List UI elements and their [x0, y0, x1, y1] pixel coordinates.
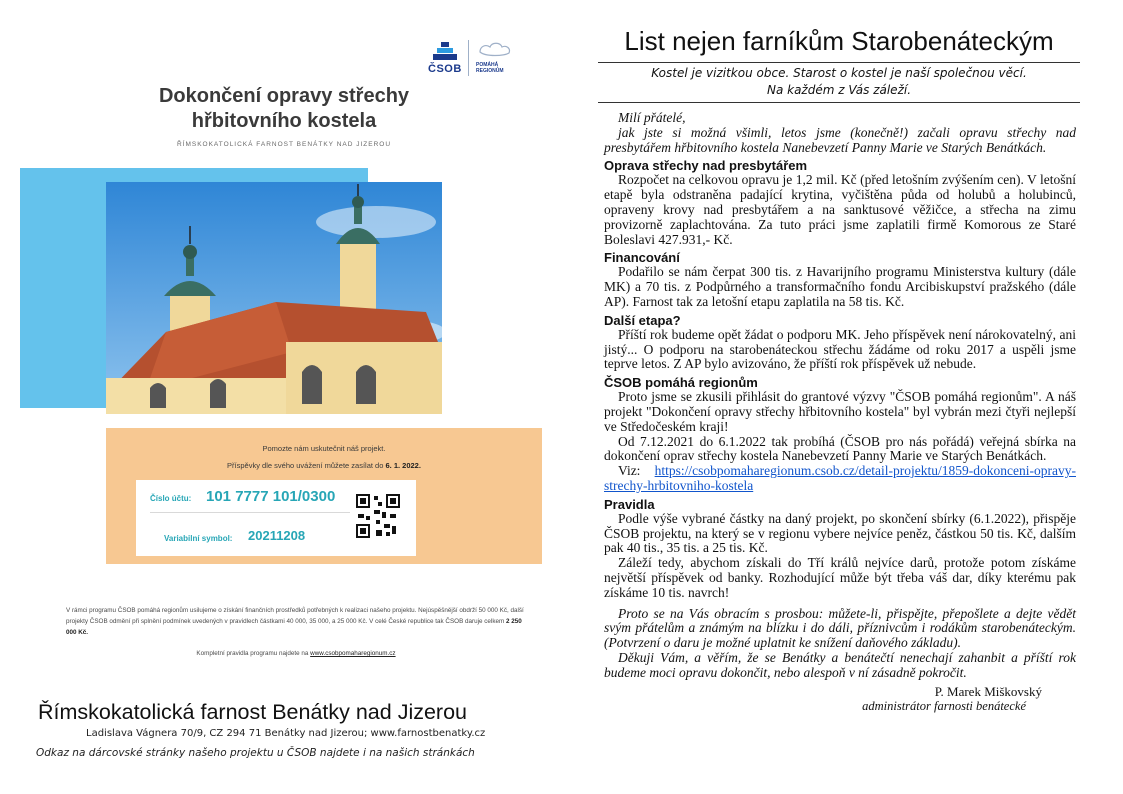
section-heading-next-stage: Další etapa?: [604, 312, 681, 328]
csob-wordmark: ČSOB: [428, 63, 462, 75]
region-map-icon: [478, 40, 512, 58]
account-divider: [150, 512, 350, 513]
section-paragraph: Podařilo se nám čerpat 300 tis. z Havarijního programu Ministerstva kultury (dále MK) a 70 tis. z Podpůrného a transformačního fondu Arcibiskupství pražského (dále AP). Farnost tak za letošní etapu zaplatila na 58 tis. Kč.: [604, 264, 1076, 309]
motto: Kostel je vizitkou obce. Starost o kostel je naší společnou věcí. Na každém z Vás záleží.: [651, 66, 1027, 97]
donation-appeal: Pomozte nám uskutečnit náš projekt. Příspěvky dle svého uvážení můžete zasílat do 6. 1. 2022.: [227, 444, 421, 470]
parish-note: Odkaz na dárcovské stránky našeho projektu u ČSOB najdete i na našich stránkách: [36, 747, 475, 759]
intro: [604, 111, 1076, 155]
project-link[interactable]: https://csobpomaharegionum.csob.cz/detail-projektu/1859-dokonceni-opravy-strechy-hrbitovniho-kostela: [604, 463, 1076, 493]
intro-text: jak jste si možná všimli, letos jsme (konečně!) začali opravu střechy nad presbytářem hřbitovního kostela Nanebevzetí Panny Marie ve Starých Benátkách.: [604, 124, 1076, 155]
poster-title: Dokončení opravy střechy hřbitovního kostela: [158, 85, 410, 132]
section-paragraph: Od 7.12.2021 do 6.1.2022 tak probíhá (ČSOB pro nás pořádá) veřejná sbírka na dokončení oprav střechy kostela Nanebevzetí Panny Marie ve Starých Benátkách.: [604, 433, 1076, 464]
closing-appeal: Proto se na Vás obracím s prosbou: můžete-li, přispějte, přepošlete a dejte vědět svým přátelům a známým na blízku i do dáli, příznivcům i rodákům starobenáteckým. (Potvrzení o daru je možné uplatnit ke snížení daňového základu).: [604, 605, 1076, 651]
section-heading-roof: Oprava střechy nad presbytářem: [604, 158, 808, 174]
parish-name: Římskokatolická farnost Benátky nad Jizerou: [38, 700, 468, 724]
section-heading-csob: ČSOB pomáhá regionům: [604, 375, 758, 391]
account-number: 101 7777 101/0300: [206, 488, 336, 505]
variable-symbol-label: Variabilní symbol:: [164, 534, 233, 543]
closing-thanks: Děkuji Vám, a věřím, že se Benátky a benátečtí nenechají zahanbit a příští rok budeme moci opravu dokončit, nebo alespoň v ní zásadně pokročit.: [604, 649, 1076, 680]
parish-address: Ladislava Vágnera 70/9, CZ 294 71 Benátky nad Jizerou; www.farnostbenatky.cz: [86, 728, 486, 739]
section-paragraph: Podle výše vybrané částky na daný projekt, po skončení sbírky (6.1.2022), přispěje ČSOB projektu, na který se v regionu vybere nejvíce peněz, částkou 50 tis. Kč, dalším pak 40 tis., 35 tis. a 25 tis. Kč.: [604, 510, 1076, 556]
motto-rule: [598, 102, 1080, 103]
signature-role: administrátor farnosti benátecké: [862, 698, 1026, 713]
rules-link[interactable]: www.csobpomaharegionum.cz: [310, 650, 396, 657]
section-paragraph: Proto jsme se zkusili přihlásit do grantové výzvy "ČSOB pomáhá regionům". A náš projekt "Dokončení opravy střechy hřbitovního kostela" byl vybrán mezi čtyři nejlepší ve Středočeském kraji!: [604, 389, 1076, 434]
newsletter-body: [598, 111, 1080, 713]
poster-footer: V rámci programu ČSOB pomáhá regionům usilujeme o získání finančních prostředků potřebných k realizaci našeho projektu. Nejúspěšnější obdrží 50 000 Kč, další projekty ČSOB odmění při splnění podmínek uvedených v pravidlech částkami 40 000, 35 000, a 25 000 Kč. V celé České republice tak ČSOB daruje celkem 2 250 000 Kč. Kompletní pravidla programu najdete na www.csobpomaharegionum.cz: [66, 607, 524, 657]
closing: [604, 607, 1076, 681]
campaign-poster: [20, 14, 548, 666]
section-paragraph: Příští rok budeme opět žádat o podporu MK. Jeho příspěvek není nárokovatelný, ani jistý... O podporu na starobenáteckou střechu žádáme od roku 2017 a uspěli jsme teprve letos. Z AP bylo avizováno, že příští rok příspěvek už nebude.: [604, 326, 1076, 372]
greeting: Milí přátelé,: [618, 110, 686, 125]
csob-logo: [426, 34, 526, 80]
newsletter: [598, 24, 1080, 713]
account-details-box: [136, 480, 416, 556]
account-label: Číslo účtu:: [150, 494, 192, 503]
poster-subtitle: ŘÍMSKOKATOLICKÁ FARNOST BENÁTKY NAD JIZEROU: [176, 141, 392, 148]
section-heading-funding: Financování: [604, 250, 680, 266]
logo-divider: [468, 40, 469, 76]
newsletter-title: List nejen farníkům Starobenáteckým: [624, 26, 1054, 56]
signature-name: P. Marek Miškovský: [934, 683, 1042, 699]
qr-code-icon: [354, 492, 402, 540]
signature: [604, 684, 1076, 713]
section-paragraph: Rozpočet na celkovou opravu je 1,2 mil. Kč (před letošním zvýšením cen). V letošní etapě byla odstraněna padající krytina, vyčištěna půda od holubů a holubinců, opraveny krovy nad presbytářem a na sanktusové věžičce, a střecha na zimu provizorně zaplachtována. Za tuto práci jsme zaplatili firmě Komorous ze Staré Boleslavi 427.931,- Kč.: [604, 172, 1076, 247]
variable-symbol-value: 20211208: [248, 528, 306, 543]
csob-mark-icon: [432, 42, 458, 62]
project-link-paragraph: Viz: https://csobpomaharegionum.csob.cz/detail-projektu/1859-dokonceni-opravy-strechy-hrbitovniho-kostela: [604, 463, 1076, 493]
church-photo-icon: [106, 182, 442, 414]
section-paragraph: Záleží tedy, abychom získali do Tří králů nejvíce darů, protože potom získáme největší příspěvek od banky. Rozhodující může být třeba váš dar, díky kterému pak získáme 10 tis. navrch!: [604, 555, 1076, 600]
sponsor-tagline: POMÁHÁ REGIONŮM: [476, 62, 504, 74]
section-heading-rules: Pravidla: [604, 496, 655, 512]
